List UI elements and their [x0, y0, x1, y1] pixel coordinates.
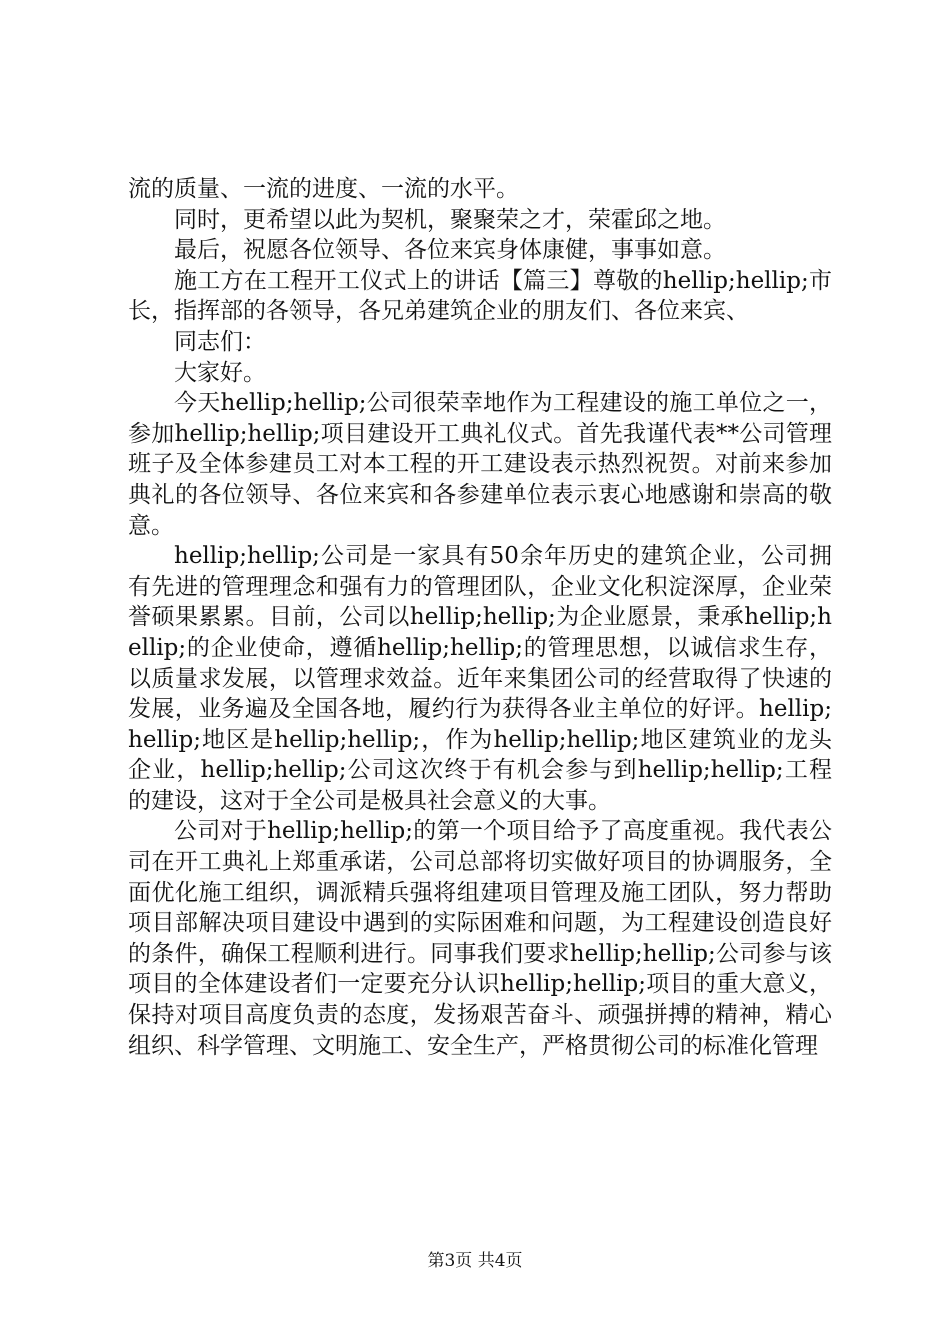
paragraph-3: 最后，祝愿各位领导、各位来宾身体康健，事事如意。 — [174, 237, 726, 264]
paragraph-greeting: 大家好。 — [174, 359, 266, 386]
paragraph-2: 同时，更希望以此为契机，聚聚荣之才，荣霍邱之地。 — [174, 206, 726, 233]
page-footer: 第3页 共4页 — [427, 1251, 523, 1271]
paragraph-salutation: 同志们： — [174, 328, 266, 355]
section-heading-paragraph: 施工方在工程开工仪式上的讲话【篇三】尊敬的hellip;hellip;市长，指挥部的各领导，各兄弟建筑企业的朋友们、各位来宾、 — [128, 267, 832, 325]
paragraph-9: 公司对于hellip;hellip;的第一个项目给予了高度重视。我代表公司在开工典礼上郑重承诺，公司总部将切实做好项目的协调服务，全面优化施工组织，调派精兵强将组建项目管理及施工团队，努力帮助项目部解决项目建设中遇到的实际困难和问题，为工程建设创造良好的条件，确保工程顺利进行。同事我们要求hellip;hellip;公司参与该项目的全体建设者们一定要充分认识hellip;hellip;项目的重大意义，保持对项目高度负责的态度，发扬艰苦奋斗、顽强拼搏的精神，精心组织、科学管理、文明施工、安全生产，严格贯彻公司的标准化管理 — [128, 818, 832, 1059]
paragraph-7: 今天hellip;hellip;公司很荣幸地作为工程建设的施工单位之一，参加hellip;hellip;项目建设开工典礼仪式。首先我谨代表**公司管理班子及全体参建员工对本工程的开工建设表示热烈祝贺。对前来参加典礼的各位领导、各位来宾和各参建单位表示衷心地感谢和崇高的敬意。 — [128, 390, 832, 539]
paragraph-1: 流的质量、一流的进度、一流的水平。 — [128, 176, 519, 202]
paragraph-8: hellip;hellip;公司是一家具有50余年历史的建筑企业，公司拥有先进的管理理念和强有力的管理团队，企业文化积淀深厚，企业荣誉硕果累累。目前，公司以hellip;hellip;为企业愿景，秉承hellip;hellip;的企业使命，遵循hellip;hellip;的管理思想，以诚信求生存，以质量求发展，以管理求效益。近年来集团公司的经营取得了快速的发展，业务遍及全国各地，履约行为获得各业主单位的好评。hellip;hellip;地区是hellip;hellip;，作为hellip;hellip;地区建筑业的龙头企业，hellip;hellip;公司这次终于有机会参与到hellip;hellip;工程的建设，这对于全公司是极具社会意义的大事。 — [128, 543, 832, 814]
document-body — [128, 174, 832, 1061]
